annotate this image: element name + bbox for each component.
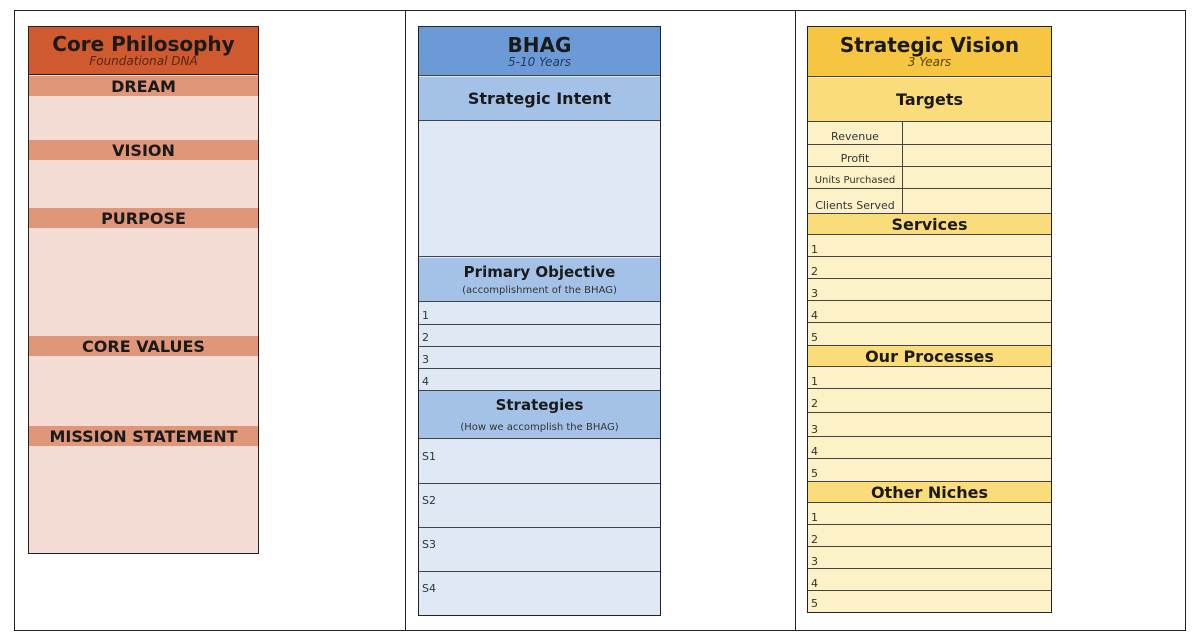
strategies-label: Strategies xyxy=(495,396,584,414)
primary-objective-header xyxy=(419,258,660,302)
vision-title: Strategic Vision xyxy=(839,33,1020,57)
strategies-note: (How we accomplish the BHAG) xyxy=(460,422,619,433)
list-item: 1 xyxy=(808,235,1051,257)
primary-objective-note: (accomplishment of the BHAG) xyxy=(462,285,617,296)
list-item: 5 xyxy=(811,597,818,610)
core-philosophy-panel xyxy=(28,26,259,554)
strategy-label: S1 xyxy=(422,450,436,463)
niches-list xyxy=(808,503,1051,613)
core-header xyxy=(29,27,258,75)
strategy-row xyxy=(419,528,660,572)
core-section-core-values: CORE VALUES xyxy=(29,336,258,356)
list-item: 1 xyxy=(808,367,1051,389)
column-divider xyxy=(795,10,796,631)
list-item: 5 xyxy=(811,331,818,344)
column-divider xyxy=(405,10,406,631)
list-item: 2 xyxy=(808,257,1051,279)
processes-list xyxy=(808,367,1051,481)
strategy-label: S4 xyxy=(422,582,436,595)
core-section-mission-statement: MISSION STATEMENT xyxy=(29,426,258,446)
primary-objective-label: Primary Objective xyxy=(463,263,616,281)
strategy-row xyxy=(419,572,660,616)
core-title: Core Philosophy xyxy=(52,32,235,56)
bhag-subtitle: 5-10 Years xyxy=(508,54,571,69)
bhag-title: BHAG xyxy=(507,32,572,57)
niches-header: Other Niches xyxy=(808,481,1051,503)
objective-row xyxy=(419,325,660,347)
processes-header: Our Processes xyxy=(808,345,1051,367)
objective-row xyxy=(419,347,660,369)
list-item: 4 xyxy=(808,437,1051,459)
objective-number: 3 xyxy=(422,353,429,366)
list-item: 2 xyxy=(808,525,1051,547)
target-label-clients-served: Clients Served xyxy=(815,199,895,212)
list-item: 5 xyxy=(811,467,818,480)
list-item: 4 xyxy=(808,301,1051,323)
objective-row xyxy=(419,369,660,391)
list-item: 4 xyxy=(808,569,1051,591)
strategy-row xyxy=(419,440,660,484)
strategic-intent-area xyxy=(419,122,660,257)
target-label-profit: Profit xyxy=(840,151,870,165)
list-item: 3 xyxy=(808,279,1051,301)
objective-number: 4 xyxy=(422,375,429,388)
targets-header: Targets xyxy=(808,78,1051,122)
targets-table xyxy=(808,122,1051,213)
bhag-panel xyxy=(418,26,661,616)
list-item: 2 xyxy=(808,389,1051,413)
objective-number: 2 xyxy=(422,331,429,344)
list-item: 3 xyxy=(808,547,1051,569)
strategic-intent-header: Strategic Intent xyxy=(419,77,660,121)
bhag-header xyxy=(419,27,660,76)
target-label-units-purchased: Units Purchased xyxy=(814,174,896,186)
list-item: 3 xyxy=(808,413,1051,437)
vision-header xyxy=(808,27,1051,77)
strategy-label: S3 xyxy=(422,538,436,551)
target-label-revenue: Revenue xyxy=(831,129,879,143)
vision-subtitle: 3 Years xyxy=(907,55,952,69)
objective-number: 1 xyxy=(422,309,429,322)
strategies-header xyxy=(419,391,660,439)
services-list xyxy=(808,235,1051,345)
list-item: 1 xyxy=(808,503,1051,525)
core-subtitle: Foundational DNA xyxy=(89,54,198,68)
strategy-row xyxy=(419,484,660,528)
core-section-vision: VISION xyxy=(29,140,258,160)
core-section-purpose: PURPOSE xyxy=(29,208,258,228)
targets-divider xyxy=(902,122,903,213)
strategic-vision-panel xyxy=(807,26,1052,613)
core-section-dream: DREAM xyxy=(29,76,258,96)
services-header: Services xyxy=(808,213,1051,235)
objective-row xyxy=(419,303,660,325)
strategy-label: S2 xyxy=(422,494,436,507)
